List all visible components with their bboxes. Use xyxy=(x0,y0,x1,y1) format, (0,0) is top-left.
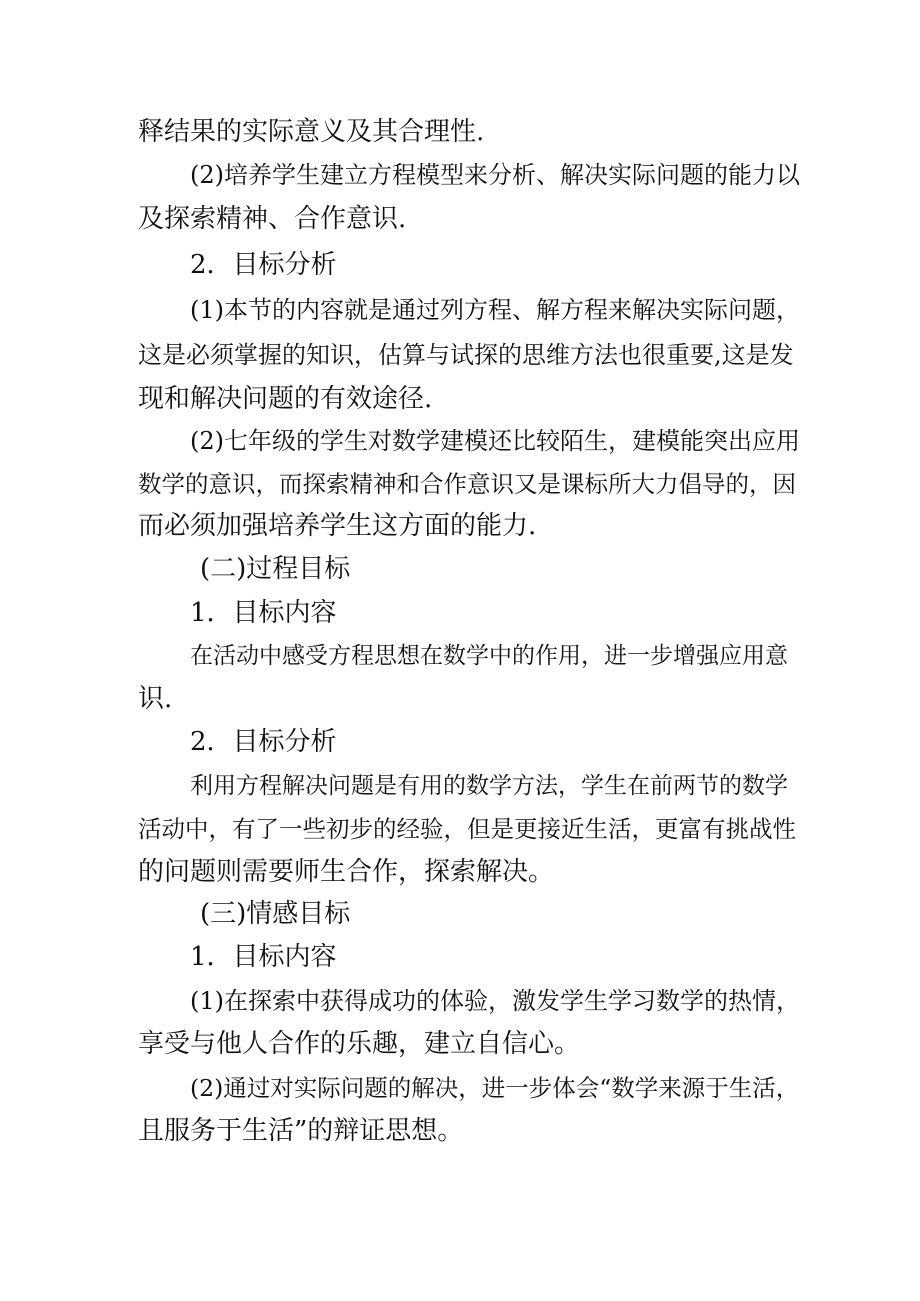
text-line: 现和解决问题的有效途径. xyxy=(138,384,433,414)
section-heading: (三)情感目标 xyxy=(200,899,351,929)
text-line: 这是必须掌握的知识，估算与试探的思维方法也很重要,这是发 xyxy=(138,341,794,369)
text-line: 及探索精神、合作意识. xyxy=(138,204,407,234)
text-line: (2)七年级的学生对数学建模还比较陌生，建模能突出应用 xyxy=(190,427,800,455)
text-line: (2)培养学生建立方程模型来分析、解决实际问题的能力以 xyxy=(190,161,800,189)
section-heading: (二)过程目标 xyxy=(200,554,351,584)
text-line: 享受与他人合作的乐趣，建立自信心。 xyxy=(138,1029,581,1059)
section-heading: 2．目标分析 xyxy=(190,727,337,757)
text-line: 数学的意识，而探索精神和合作意识又是课标所大力倡导的，因 xyxy=(138,470,796,498)
section-heading: 2．目标分析 xyxy=(190,250,337,280)
text-line: (2)通过对实际问题的解决，进一步体会“数学来源于生活， xyxy=(190,1074,800,1102)
section-heading: 1．目标内容 xyxy=(190,598,337,628)
text-line: 在活动中感受方程思想在数学中的作用，进一步增强应用意 xyxy=(190,643,788,669)
text-line: (1)本节的内容就是通过列方程、解方程来解决实际问题， xyxy=(190,296,800,324)
text-line: 释结果的实际意义及其合理性. xyxy=(138,117,485,147)
text-line: 利用方程解决问题是有用的数学方法，学生在前两节的数学 xyxy=(190,773,788,799)
section-heading: 1．目标内容 xyxy=(190,942,337,972)
text-line: 而必须加强培养学生这方面的能力. xyxy=(138,511,537,541)
text-line: 的问题则需要师生合作，探索解决。 xyxy=(138,857,555,887)
text-line: (1)在探索中获得成功的体验，激发学生学习数学的热情， xyxy=(190,987,800,1015)
text-line: 活动中，有了一些初步的经验，但是更接近生活，更富有挑战性 xyxy=(138,815,796,843)
text-line: 识. xyxy=(138,684,173,714)
text-line: 且服务于生活”的辩证思想。 xyxy=(138,1116,464,1146)
